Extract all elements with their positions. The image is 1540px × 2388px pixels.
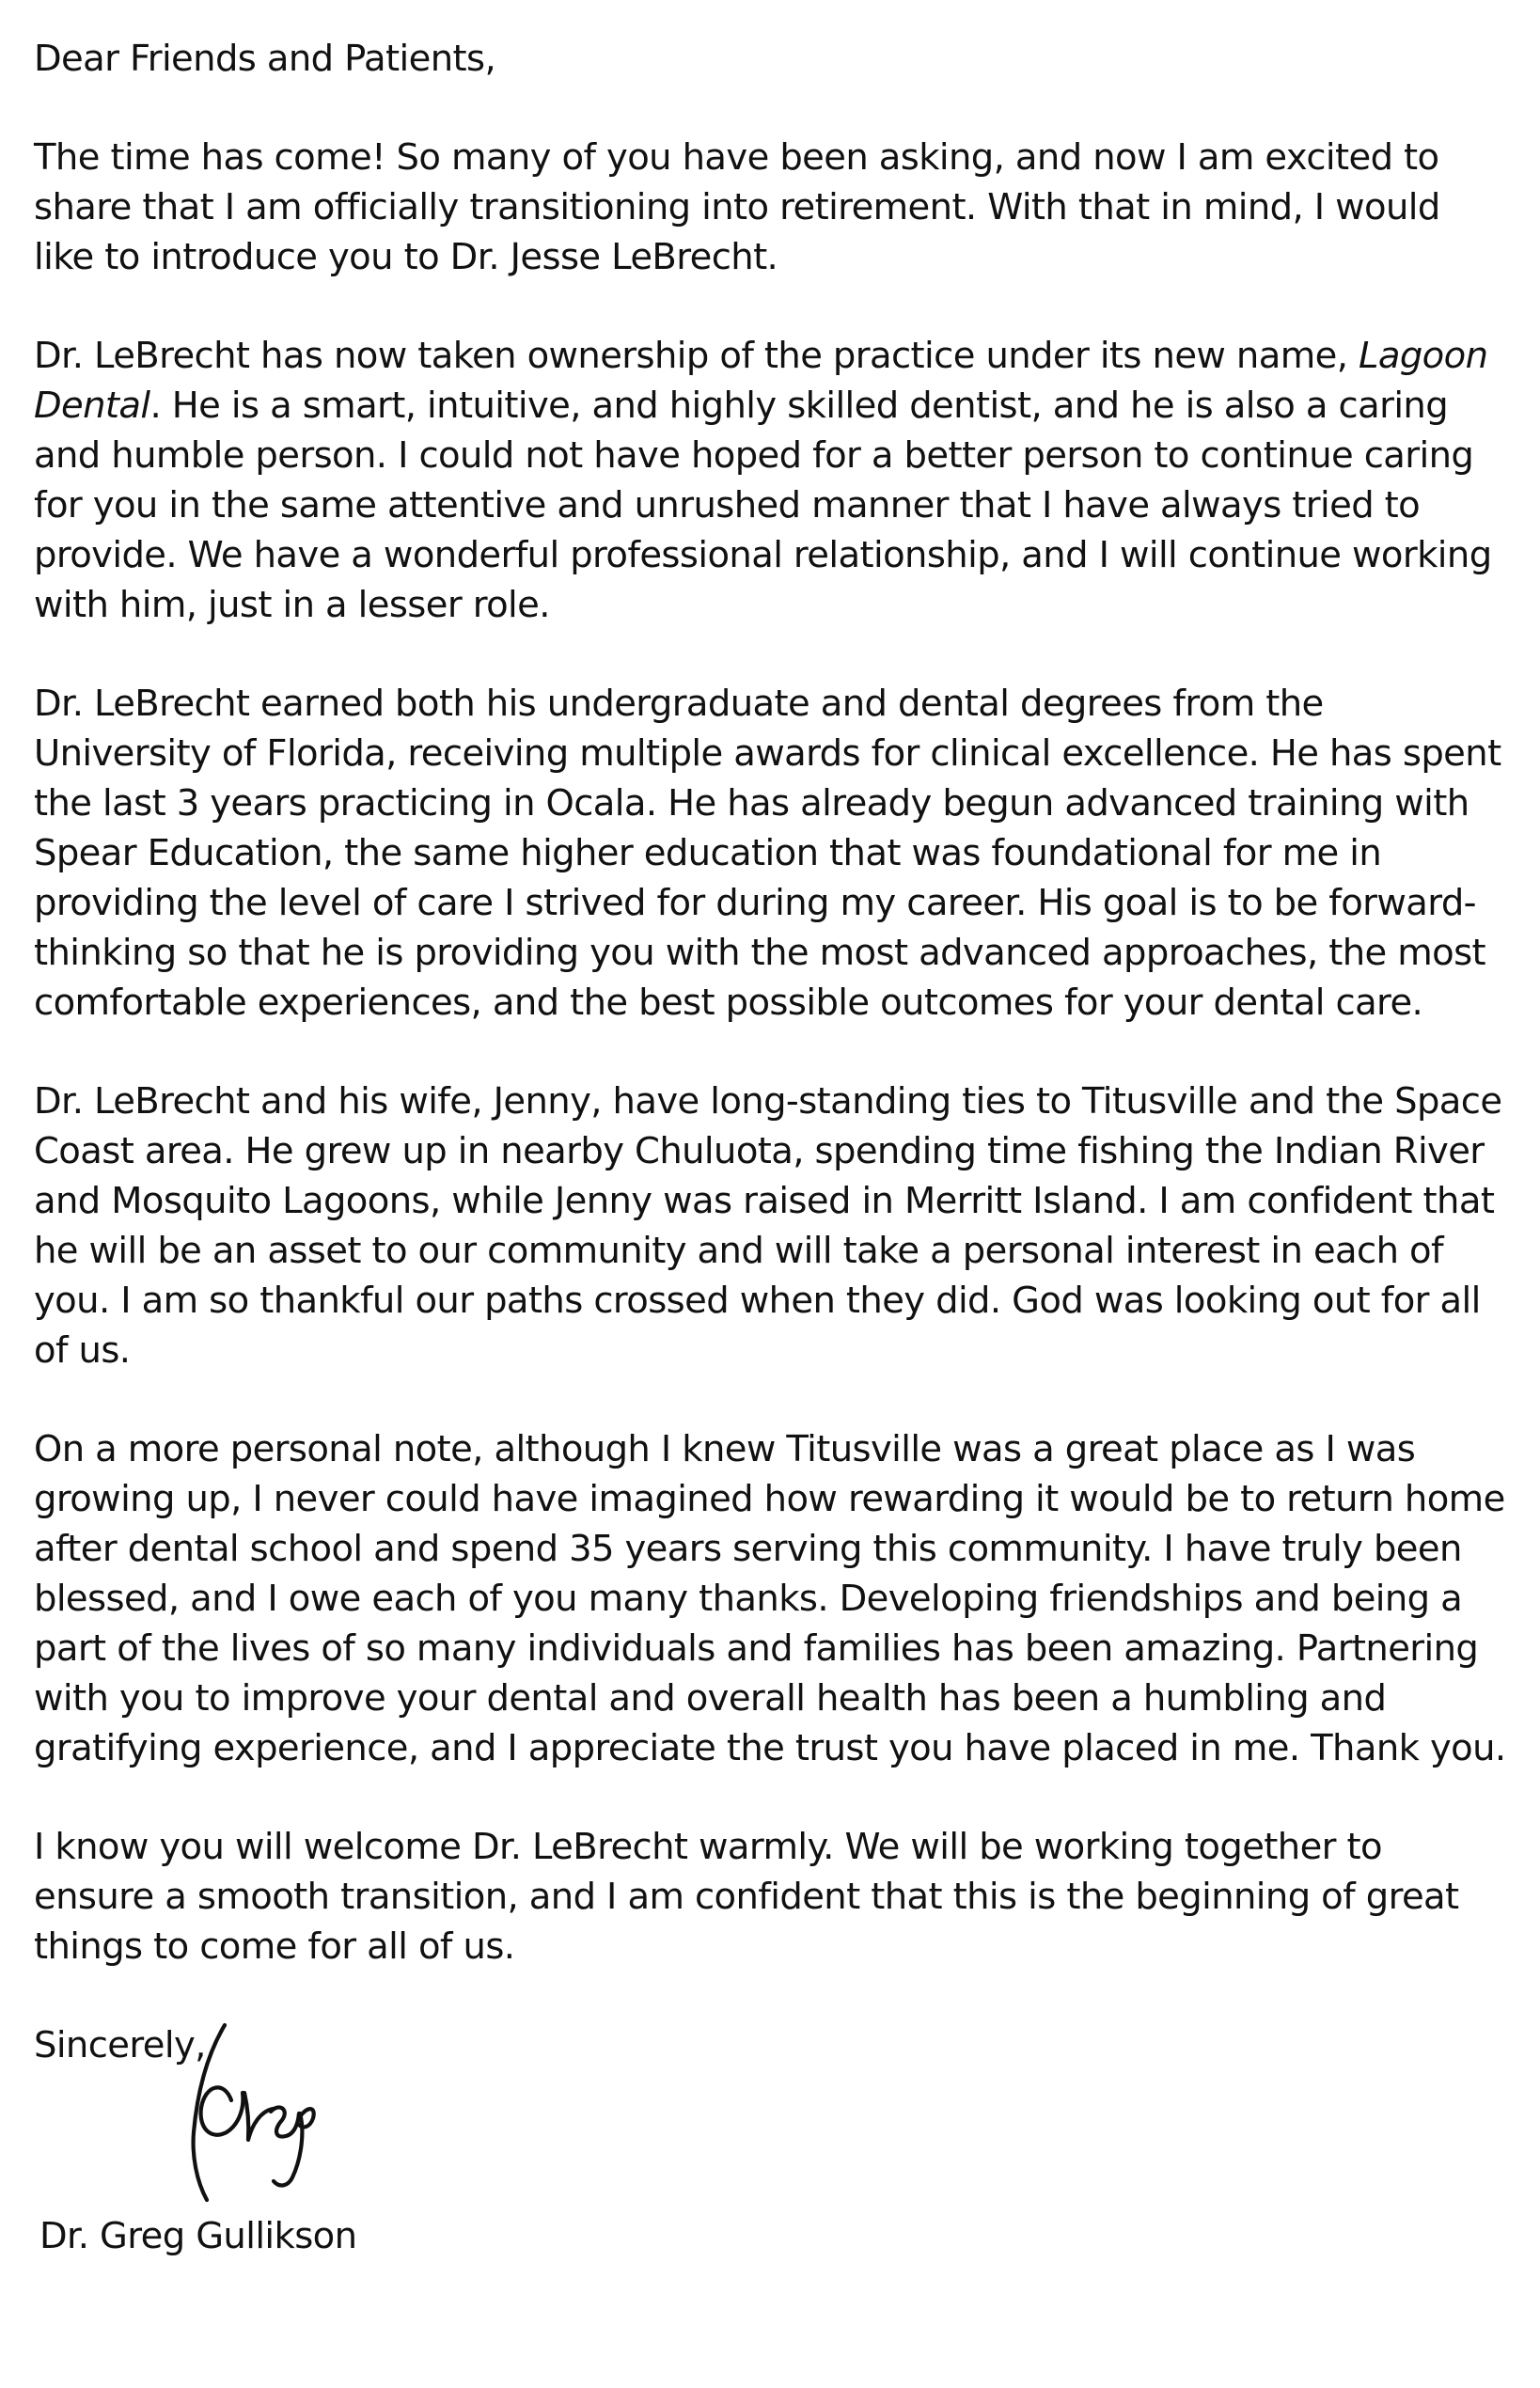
closing: Sincerely, (34, 2024, 206, 2066)
practice-name: Lagoon Dental (34, 335, 1488, 427)
paragraph-retirement-announcement: The time has come! So many of you have been asking, and now I am excited to share that I am officially transitioning into retirement. With that in mind, I would like to introduce you to Dr. Jesse LeBrecht. (34, 136, 1440, 278)
paragraph-new-owner-text-start: Dr. LeBrecht has now taken ownership of the practice under its new name, (34, 335, 1359, 377)
paragraph-new-owner (34, 331, 1510, 630)
signature-area (34, 2070, 1510, 2211)
salutation: Dear Friends and Patients, (34, 38, 496, 80)
handwritten-signature (165, 2014, 325, 2211)
paragraph-welcome: I know you will welcome Dr. LeBrecht warmly. We will be working together to ensure a smooth transition, and I am confident that this is the beginning of great things to come for all of us. (34, 1826, 1459, 1968)
paragraph-education: Dr. LeBrecht earned both his undergraduate and dental degrees from the University of Florida, receiving multiple awards for clinical excellence. He has spent the last 3 years practicing in Ocala. He has already begun advanced training with Spear Education, the same higher education that was foundational for me in providing the level of care I strived for during my career. His goal is to be forward-thinking so that he is providing you with the most advanced approaches, the most comfortable experiences, and the best possible outcomes for your dental care. (34, 683, 1501, 1024)
paragraph-community-ties: Dr. LeBrecht and his wife, Jenny, have long-standing ties to Titusville and the Space Coast area. He grew up in nearby Chuluota, spending time fishing the Indian River and Mosquito Lagoons, while Jenny was raised in Merritt Island. I am confident that he will be an asset to our community and will take a personal interest in each of you. I am so thankful our paths crossed when they did. God was looking out for all of us. (34, 1080, 1502, 1372)
signer-name: Dr. Greg Gullikson (39, 2215, 357, 2257)
paragraph-new-owner-text-end: . He is a smart, intuitive, and highly skilled dentist, and he is also a caring and humble person. I could not have hoped for a better person to continue caring for you in the same attentive and unrushed manner that I have always tried to provide. We have a wonderful professional relationship, and I will continue working with him, just in a lesser role. (34, 385, 1492, 626)
paragraph-personal-note: On a more personal note, although I knew Titusville was a great place as I was growing up, I never could have imagined how rewarding it would be to return home after dental school and spend 35 years serving this community. I have truly been blessed, and I owe each of you many thanks. Developing friendships and being a part of the lives of so many individuals and families has been amazing. Partnering with you to improve your dental and overall health has been a humbling and gratifying experience, and I appreciate the trust you have placed in me. Thank you. (34, 1428, 1506, 1769)
letter-body (34, 34, 1510, 2261)
